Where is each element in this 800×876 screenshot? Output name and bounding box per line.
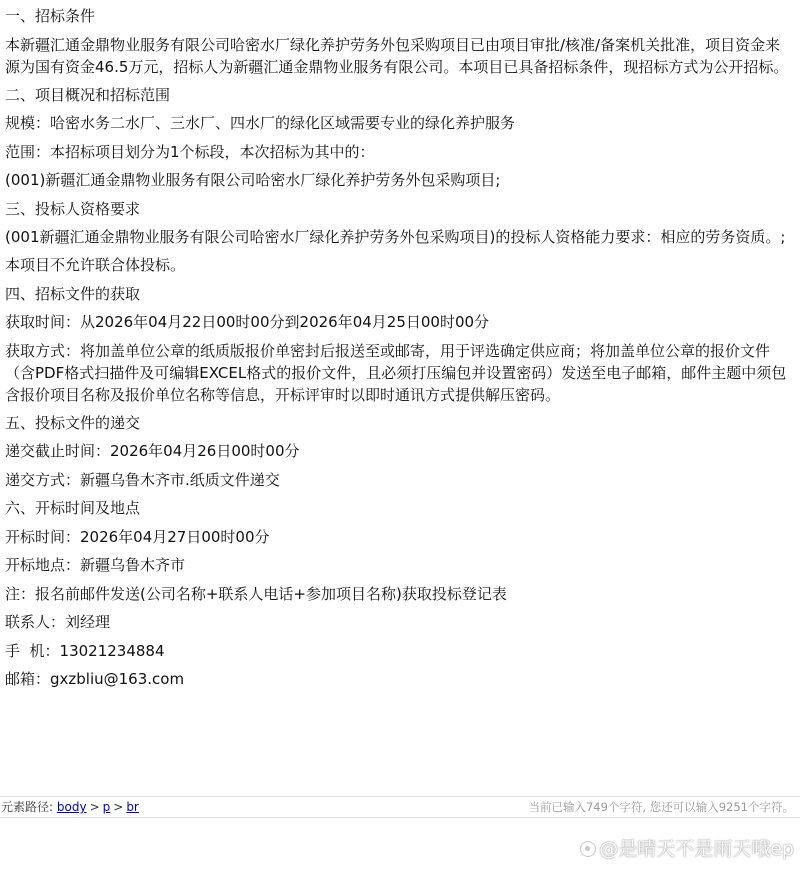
- heading-qualification: 三、投标人资格要求: [5, 199, 141, 218]
- watermark-logo-icon: [580, 841, 596, 857]
- heading-bidding-conditions: 一、招标条件: [5, 7, 96, 25]
- heading-project-overview: 二、项目概况和招标范围: [5, 85, 171, 104]
- paragraph-qualification: (001新疆汇通金鼎物业服务有限公司哈密水厂绿化养护劳务外包采购项目)的投标人资格能力要求：相应的劳务资质。;: [5, 228, 786, 246]
- watermark-text: @是晴天不是雨天哦ep: [599, 838, 794, 860]
- text-scope: 范围：本招标项目划分为1个标段，本次招标为其中的：: [5, 142, 375, 161]
- element-path-separator: >: [89, 800, 100, 814]
- paragraph-obtain-method: 获取方式：将加盖单位公章的纸质版报价单密封后报送至或邮寄，用于评选确定供应商；将加盖单位公章的报价文件（含PDF格式扫描件及可编辑EXCEL格式的报价文件，且必须打压编包并设置密码）发送至电子邮箱，邮件主题中须包含报价项目名称及报价单位名称等信息，开标评审时以即时通讯方式提供解压密码。: [5, 341, 787, 404]
- text-opening-time: 开标时间：2026年04月27日00时00分: [5, 527, 270, 546]
- element-path-p-link[interactable]: p: [102, 800, 111, 814]
- heading-opening: 六、开标时间及地点: [5, 499, 141, 517]
- text-submission-method: 递交方式：新疆乌鲁木齐市.纸质文件递交: [5, 470, 280, 489]
- text-phone: 手 机：13021234884: [5, 641, 165, 660]
- text-email: 邮箱：gxzbliu@163.com: [5, 670, 185, 688]
- text-obtain-time: 获取时间：从2026年04月22日00时00分到2026年04月25日00时00分: [5, 313, 490, 331]
- paragraph-bidding-conditions: 本新疆汇通金鼎物业服务有限公司哈密水厂绿化养护劳务外包采购项目已由项目审批/核准/备案机关批准，项目资金来源为国有资金46.5万元，招标人为新疆汇通金鼎物业服务有限公司。本项目已具备招标条件，现招标方式为公开招标。: [5, 35, 789, 76]
- element-path: [1, 797, 139, 818]
- text-opening-location: 开标地点：新疆乌鲁木齐市: [5, 556, 186, 574]
- text-note: 注：报名前邮件发送(公司名称+联系人电话+参加项目名称)获取投标登记表: [5, 584, 507, 603]
- text-contact: 联系人：刘经理: [5, 613, 111, 631]
- heading-obtain-documents: 四、招标文件的获取: [5, 284, 141, 303]
- watermark: [580, 836, 794, 862]
- text-lot: (001)新疆汇通金鼎物业服务有限公司哈密水厂绿化养护劳务外包采购项目;: [5, 171, 501, 189]
- element-path-separator: >: [113, 800, 124, 814]
- element-path-br-link[interactable]: br: [126, 800, 139, 814]
- editor-statusbar: [0, 796, 800, 818]
- text-no-consortium: 本项目不允许联合体投标。: [5, 256, 186, 274]
- text-submission-deadline: 递交截止时间：2026年04月26日00时00分: [5, 442, 300, 460]
- heading-submission: 五、投标文件的递交: [5, 413, 141, 432]
- element-path-label: 元素路径:: [1, 800, 54, 814]
- word-count: 当前已输入749个字符, 您还可以输入9251个字符。: [528, 800, 794, 814]
- text-scale: 规模：哈密水务二水厂、三水厂、四水厂的绿化区域需要专业的绿化养护服务: [5, 114, 516, 132]
- element-path-body-link[interactable]: body: [56, 800, 87, 814]
